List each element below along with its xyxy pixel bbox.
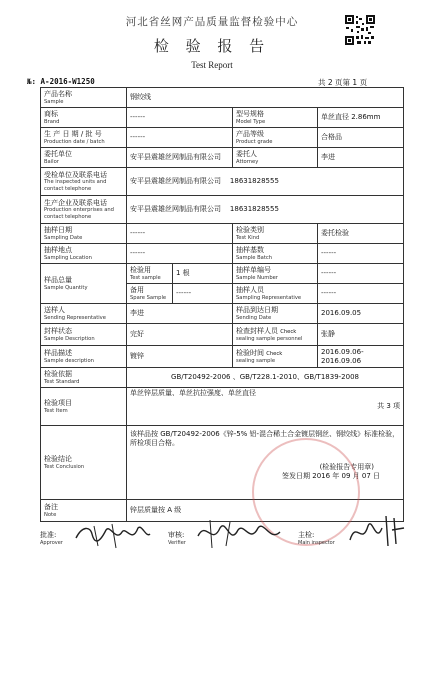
table-row xyxy=(41,196,404,224)
table-row xyxy=(41,108,404,128)
label-cell: 备用 Spare Sample xyxy=(127,284,173,304)
test-sample-value: 1 根 xyxy=(173,264,233,284)
label-cell: 抽样地点 Sampling Location xyxy=(41,244,127,264)
test-time-value: 2016.09.06-2016.09.06 xyxy=(318,346,404,368)
items-count: 共 3 项 xyxy=(377,401,401,410)
table-row xyxy=(41,346,404,368)
org-name: 河北省丝网产品质量监督检验中心 xyxy=(125,16,299,28)
client-value: 安平县震雄丝网制品有限公司 xyxy=(127,148,233,168)
label-cell: 封样状态 Sample Description xyxy=(41,324,127,346)
sample-desc-value: 镀锌 xyxy=(127,346,233,368)
label-cell: 检验时间 Check sealing sample xyxy=(233,346,318,368)
sampler-value: ------ xyxy=(318,284,404,304)
label-cell: 检验类别 Test Kind xyxy=(233,224,318,244)
label-cell: 抽样日期 Sampling Date xyxy=(41,224,127,244)
table-row xyxy=(41,128,404,148)
page-indicator: 共 2 页第 1 页 xyxy=(318,78,368,87)
label-cell: 备注 Note xyxy=(41,500,127,522)
test-kind-value: 委托检验 xyxy=(318,224,404,244)
label-cell: 生产企业及联系电话 Production enterprises and contact telephone xyxy=(41,196,127,224)
report-title: 检 验 报 告 xyxy=(153,37,271,55)
label-cell: 产品等级 Product grade xyxy=(233,128,318,148)
table-row xyxy=(41,244,404,264)
verifier-signature xyxy=(196,516,282,550)
model-value: 单丝直径 2.86mm xyxy=(318,108,404,128)
verifier-signature-block: 审核: Verifier xyxy=(168,531,186,546)
table-row xyxy=(41,368,404,388)
label-cell: 商标 Brand xyxy=(41,108,127,128)
product-name-value: 钢绞线 xyxy=(127,88,404,108)
arrival-value: 2016.09.05 xyxy=(318,304,404,324)
table-row xyxy=(41,324,404,346)
label-cell: 送样人 Sending Representative xyxy=(41,304,127,324)
table-row xyxy=(41,88,404,108)
label-cell: 检验结论 Test Conclusion xyxy=(41,426,127,500)
sample-no-value: ------ xyxy=(318,264,404,284)
label-cell: 产品名称 Sample xyxy=(41,88,127,108)
qr-code-icon xyxy=(344,14,376,46)
remark-value: 锌层质量按 A 级 xyxy=(127,500,404,522)
label-cell: 检验依据 Test Standard xyxy=(41,368,127,388)
table-row xyxy=(41,168,404,196)
items-value: 单丝锌层质量、单丝抗拉强度、单丝直径 共 3 项 xyxy=(127,388,404,426)
label-cell: 委托单位 Bailor xyxy=(41,148,127,168)
table-row xyxy=(41,148,404,168)
conclusion-value: 该样品按 GB/T20492-2006《锌-5% 铝-混合稀土合金镀层钢丝、钢绞线》标准检验，所检项目合格。 (检验报告专用章) 签发日期 2016 年 09 月 07 日 xyxy=(127,426,404,500)
inspected-phone: 18631828555 xyxy=(229,177,279,186)
report-subtitle: Test Report xyxy=(191,60,233,70)
label-cell: 抽样人员 Sampling Representative xyxy=(233,284,318,304)
attorney-value: 李进 xyxy=(318,148,404,168)
table-row xyxy=(41,264,404,284)
sender-value: 李进 xyxy=(127,304,233,324)
sampling-date-value: ------ xyxy=(127,224,233,244)
producer-phone: 18631828555 xyxy=(229,205,279,214)
brand-value: ------ xyxy=(127,108,233,128)
seal-value: 完好 xyxy=(127,324,233,346)
label-cell: 样品到达日期 Sending Date xyxy=(233,304,318,324)
seal-check-value: 张静 xyxy=(318,324,404,346)
table-row xyxy=(41,224,404,244)
label-cell: 抽样基数 Sample Batch xyxy=(233,244,318,264)
label-cell: 检验用 Test sample xyxy=(127,264,173,284)
label-cell: 生 产 日 期 / 批 号 Production date / batch xyxy=(41,128,127,148)
inspector-signature xyxy=(346,510,406,550)
label-cell: 检验项目 Test Item xyxy=(41,388,127,426)
table-row xyxy=(41,388,404,426)
producer-value: 安平县震雄丝网制品有限公司 18631828555 xyxy=(127,196,404,224)
label-cell: 样品总量 Sample Quantity xyxy=(41,264,127,304)
label-cell: 受检单位及联系电话 The inspected units and contact telephone xyxy=(41,168,127,196)
approver-signature-block: 批准: Approver xyxy=(40,531,63,546)
label-cell: 委托人 Attorney xyxy=(233,148,318,168)
label-cell: 抽样单编号 Sample Number xyxy=(233,264,318,284)
report-table xyxy=(40,87,404,522)
grade-value: 合格品 xyxy=(318,128,404,148)
seal-note: (检验报告专用章) xyxy=(319,463,375,472)
standard-value: GB/T20492-2006 、GB/T228.1-2010、GB/T1839-2008 xyxy=(127,368,404,388)
table-row xyxy=(41,304,404,324)
label-cell: 样品描述 Sample description xyxy=(41,346,127,368)
sampling-loc-value: ------ xyxy=(127,244,233,264)
label-cell: 型号规格 Model Type xyxy=(233,108,318,128)
approver-signature xyxy=(72,520,152,550)
issue-date: 签发日期 2016 年 09 月 07 日 xyxy=(282,471,381,480)
label-cell: 检查封样人员 Check sealing sample personnel xyxy=(233,324,318,346)
spare-sample-value: ------ xyxy=(173,284,233,304)
sample-batch-value: ------ xyxy=(318,244,404,264)
report-number: №: A-2016-W1250 xyxy=(27,77,95,86)
inspected-value: 安平县震雄丝网制品有限公司 18631828555 xyxy=(127,168,404,196)
inspector-signature-block: 主检: Main inspector xyxy=(298,531,335,546)
prod-date-value: ------ xyxy=(127,128,233,148)
